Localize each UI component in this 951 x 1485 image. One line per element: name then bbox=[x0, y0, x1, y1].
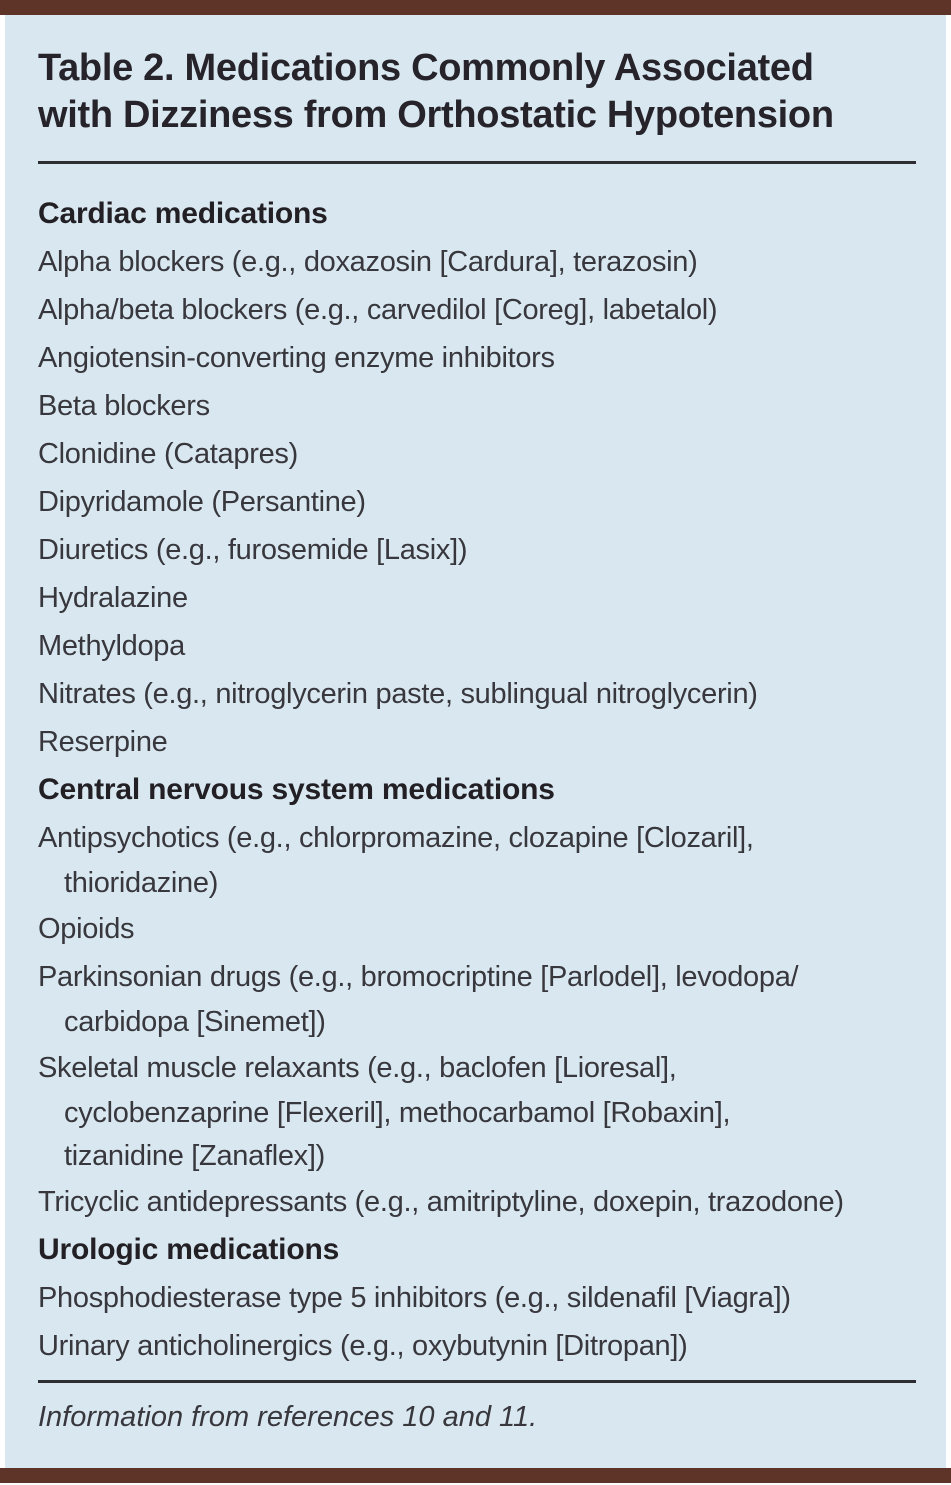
list-item-text: Skeletal muscle relaxants (e.g., baclofen [Lioresal], bbox=[38, 1052, 677, 1084]
list-item-text: Beta blockers bbox=[38, 390, 210, 422]
list-item bbox=[38, 382, 916, 430]
source-note: Information from references 10 and 11. bbox=[38, 1401, 538, 1433]
list-item-text: Diuretics (e.g., furosemide [Lasix]) bbox=[38, 534, 468, 566]
list-item-text: Dipyridamole (Persantine) bbox=[38, 486, 366, 518]
table-title bbox=[38, 45, 916, 139]
section-header-cardiac: Cardiac medications bbox=[38, 197, 328, 230]
list-item bbox=[38, 430, 916, 478]
list-item bbox=[38, 670, 916, 718]
list-item-text: Urinary anticholinergics (e.g., oxybutynin [Ditropan]) bbox=[38, 1330, 688, 1362]
list-item bbox=[38, 478, 916, 526]
list-item-text: Clonidine (Catapres) bbox=[38, 438, 298, 470]
table-title-line-2: with Dizziness from Orthostatic Hypotension bbox=[38, 94, 834, 136]
top-accent-bar bbox=[0, 0, 951, 15]
footer-divider bbox=[38, 1380, 916, 1383]
list-item bbox=[38, 238, 916, 286]
section-header-cns: Central nervous system medications bbox=[38, 773, 555, 806]
list-item-text-continuation: tizanidine [Zanaflex]) bbox=[64, 1140, 325, 1172]
list-item-text: Reserpine bbox=[38, 726, 168, 758]
list-item-text-continuation: cyclobenzaprine [Flexeril], methocarbamol [Robaxin], bbox=[64, 1097, 731, 1129]
list-item bbox=[38, 1322, 916, 1370]
list-item-text: Alpha/beta blockers (e.g., carvedilol [Coreg], labetalol) bbox=[38, 294, 718, 326]
list-item-text-continuation: carbidopa [Sinemet]) bbox=[64, 1006, 326, 1038]
list-item bbox=[38, 1044, 916, 1178]
list-item-text: Angiotensin-converting enzyme inhibitors bbox=[38, 342, 555, 374]
table-title-line-1: Table 2. Medications Commonly Associated bbox=[38, 47, 814, 89]
list-item-text: Nitrates (e.g., nitroglycerin paste, sublingual nitroglycerin) bbox=[38, 678, 758, 710]
list-item bbox=[38, 814, 916, 905]
list-item-text: Parkinsonian drugs (e.g., bromocriptine [Parlodel], levodopa/ bbox=[38, 961, 799, 993]
list-item bbox=[38, 953, 916, 1044]
list-item-text: Phosphodiesterase type 5 inhibitors (e.g., sildenafil [Viagra]) bbox=[38, 1282, 791, 1314]
title-divider bbox=[38, 161, 916, 164]
bottom-accent-bar bbox=[0, 1468, 951, 1483]
list-item-text-continuation: thioridazine) bbox=[64, 867, 219, 899]
table-panel bbox=[5, 15, 946, 1468]
list-item-text: Hydralazine bbox=[38, 582, 188, 614]
list-item bbox=[38, 526, 916, 574]
list-item bbox=[38, 718, 916, 766]
list-item bbox=[38, 1274, 916, 1322]
list-item bbox=[38, 905, 916, 953]
table-body bbox=[38, 190, 916, 1370]
section-header-urologic: Urologic medications bbox=[38, 1233, 340, 1266]
list-item bbox=[38, 286, 916, 334]
list-item bbox=[38, 574, 916, 622]
list-item bbox=[38, 334, 916, 382]
list-item-text: Alpha blockers (e.g., doxazosin [Cardura], terazosin) bbox=[38, 246, 698, 278]
list-item-text: Methyldopa bbox=[38, 630, 185, 662]
list-item-text: Opioids bbox=[38, 913, 135, 945]
list-item bbox=[38, 622, 916, 670]
list-item-text: Antipsychotics (e.g., chlorpromazine, clozapine [Clozaril], bbox=[38, 822, 754, 854]
list-item-text: Tricyclic antidepressants (e.g., amitriptyline, doxepin, trazodone) bbox=[38, 1186, 844, 1218]
list-item bbox=[38, 1178, 916, 1226]
